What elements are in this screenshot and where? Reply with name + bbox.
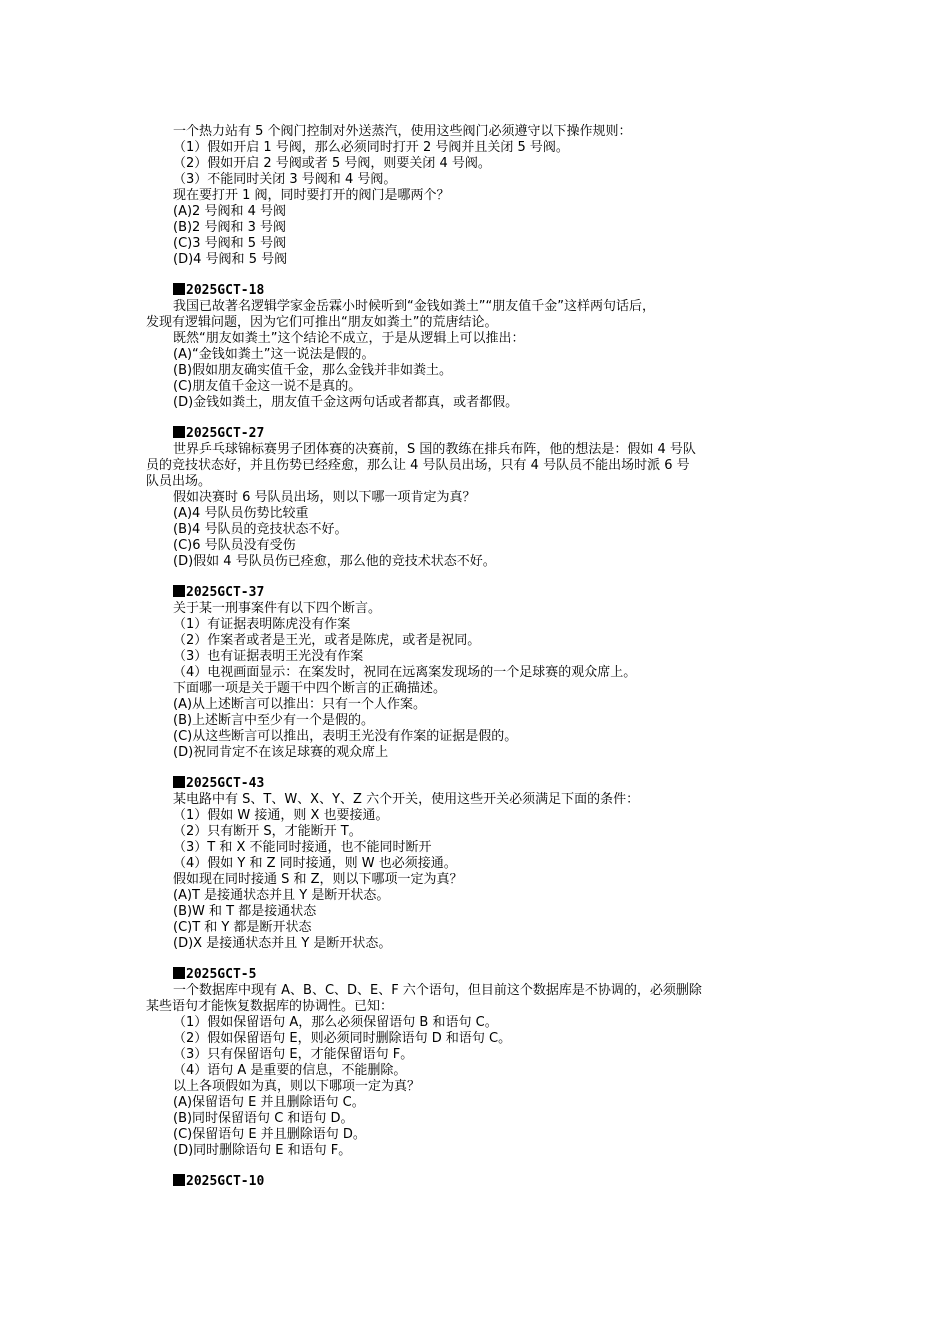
- condition-3: （3）T 和 X 不能同时接通，也不能同时断开: [173, 840, 432, 855]
- question-5: [146, 967, 818, 1159]
- option-c: (C)从这些断言可以推出，表明王光没有作案的证据是假的。: [173, 729, 518, 744]
- square-bullet-icon: [173, 776, 185, 788]
- question-number: 2025GCT-18: [186, 283, 265, 298]
- question-18: [146, 283, 818, 411]
- question-stem: 一个热力站有 5 个阀门控制对外送蒸汽，使用这些阀门必须遵守以下操作规则：: [173, 124, 632, 139]
- question-heading: [146, 426, 818, 442]
- option-d: (D)假如 4 号队员伤已痊愈，那么他的竞技术状态不好。: [173, 554, 496, 569]
- condition-2: （2）假如保留语句 E，则必须同时删除语句 D 和语句 C。: [173, 1031, 512, 1046]
- question-valves: [146, 124, 818, 268]
- square-bullet-icon: [173, 283, 185, 295]
- question-number: 2025GCT-10: [186, 1174, 265, 1189]
- question-stem-continued: 发现有逻辑问题，因为它们可推出“朋友如粪土”的荒唐结论。: [146, 315, 498, 330]
- question-heading: [146, 967, 818, 983]
- document-page: [146, 124, 818, 1205]
- option-a: (A)T 是接通状态并且 Y 是断开状态。: [173, 888, 390, 903]
- condition-3: （3）也有证据表明王光没有作案: [173, 649, 364, 664]
- question-number: 2025GCT-43: [186, 776, 265, 791]
- option-d: (D)X 是接通状态并且 Y 是断开状态。: [173, 936, 392, 951]
- option-a: (A)2 号阀和 4 号阀: [173, 204, 286, 219]
- question-heading: [146, 1174, 818, 1190]
- question-27: [146, 426, 818, 570]
- option-b: (B)W 和 T 都是接通状态: [173, 904, 317, 919]
- condition-2: （2）只有断开 S，才能断开 T。: [173, 824, 362, 839]
- question-10: [146, 1174, 818, 1190]
- question-prompt: 假如决赛时 6 号队员出场，则以下哪一项肯定为真？: [173, 490, 476, 505]
- question-stem: 一个数据库中现有 A、B、C、D、E、F 六个语句，但目前这个数据库是不协调的，必须删除: [173, 983, 702, 998]
- option-d: (D)祝同肯定不在该足球赛的观众席上: [173, 745, 389, 760]
- question-prompt: 既然“朋友如粪土”这个结论不成立，于是从逻辑上可以推出：: [173, 331, 525, 346]
- question-stem-continued: 队员出场。: [146, 474, 212, 489]
- question-heading: [146, 776, 818, 792]
- question-heading: [146, 283, 818, 299]
- option-b: (B)上述断言中至少有一个是假的。: [173, 713, 375, 728]
- condition-1: （1）有证据表明陈虎没有作案: [173, 617, 351, 632]
- option-b: (B)同时保留语句 C 和语句 D。: [173, 1111, 354, 1126]
- option-b: (B)2 号阀和 3 号阀: [173, 220, 287, 235]
- question-number: 2025GCT-37: [186, 585, 265, 600]
- question-43: [146, 776, 818, 952]
- question-stem: 世界乒乓球锦标赛男子团体赛的决赛前，S 国的教练在排兵布阵，他的想法是：假如 4 号队: [173, 442, 696, 457]
- question-number: 2025GCT-5: [186, 967, 257, 982]
- question-stem-continued: 员的竞技状态好，并且伤势已经痊愈，那么让 4 号队员出场，只有 4 号队员不能出场时派 6 号: [146, 458, 690, 473]
- condition-3: （3）不能同时关闭 3 号阀和 4 号阀。: [173, 172, 397, 187]
- condition-1: （1）假如 W 接通，则 X 也要接通。: [173, 808, 389, 823]
- condition-2: （2）假如开启 2 号阀或者 5 号阀，则要关闭 4 号阀。: [173, 156, 491, 171]
- condition-1: （1）假如开启 1 号阀，那么必须同时打开 2 号阀并且关闭 5 号阀。: [173, 140, 569, 155]
- option-c: (C)朋友值千金这一说不是真的。: [173, 379, 362, 394]
- question-stem-continued: 某些语句才能恢复数据库的协调性。已知：: [146, 999, 394, 1014]
- square-bullet-icon: [173, 1174, 185, 1186]
- option-a: (A)保留语句 E 并且删除语句 C。: [173, 1095, 365, 1110]
- option-b: (B)假如朋友确实值千金，那么金钱并非如粪土。: [173, 363, 453, 378]
- condition-2: （2）作案者或者是王光，或者是陈虎，或者是祝同。: [173, 633, 481, 648]
- question-prompt: 以上各项假如为真，则以下哪项一定为真？: [173, 1079, 421, 1094]
- question-stem: 关于某一刑事案件有以下四个断言。: [173, 601, 382, 616]
- question-prompt: 下面哪一项是关于题干中四个断言的正确描述。: [173, 681, 447, 696]
- option-d: (D)同时删除语句 E 和语句 F。: [173, 1143, 352, 1158]
- square-bullet-icon: [173, 585, 185, 597]
- condition-3: （3）只有保留语句 E，才能保留语句 F。: [173, 1047, 414, 1062]
- option-a: (A)从上述断言可以推出：只有一个人作案。: [173, 697, 427, 712]
- question-prompt: 现在要打开 1 阀，同时要打开的阀门是哪两个？: [173, 188, 450, 203]
- question-stem: 我国已故著名逻辑学家金岳霖小时候听到“金钱如粪土”“朋友值千金”这样两句话后，: [173, 299, 655, 314]
- option-c: (C)T 和 Y 都是断开状态: [173, 920, 312, 935]
- condition-4: （4）语句 A 是重要的信息，不能删除。: [173, 1063, 407, 1078]
- question-number: 2025GCT-27: [186, 426, 265, 441]
- square-bullet-icon: [173, 967, 185, 979]
- question-prompt: 假如现在同时接通 S 和 Z，则以下哪项一定为真？: [173, 872, 463, 887]
- option-c: (C)6 号队员没有受伤: [173, 538, 296, 553]
- option-a: (A)“金钱如粪土”这一说法是假的。: [173, 347, 375, 362]
- option-c: (C)3 号阀和 5 号阀: [173, 236, 287, 251]
- option-b: (B)4 号队员的竞技状态不好。: [173, 522, 348, 537]
- condition-4: （4）电视画面显示：在案发时，祝同在远离案发现场的一个足球赛的观众席上。: [173, 665, 637, 680]
- condition-1: （1）假如保留语句 A，那么必须保留语句 B 和语句 C。: [173, 1015, 498, 1030]
- option-c: (C)保留语句 E 并且删除语句 D。: [173, 1127, 366, 1142]
- option-d: (D)4 号阀和 5 号阀: [173, 252, 288, 267]
- square-bullet-icon: [173, 426, 185, 438]
- question-37: [146, 585, 818, 761]
- option-a: (A)4 号队员伤势比较重: [173, 506, 309, 521]
- option-d: (D)金钱如粪土，朋友值千金这两句话或者都真，或者都假。: [173, 395, 519, 410]
- condition-4: （4）假如 Y 和 Z 同时接通，则 W 也必须接通。: [173, 856, 457, 871]
- question-stem: 某电路中有 S、T、W、X、Y、Z 六个开关，使用这些开关必须满足下面的条件：: [173, 792, 640, 807]
- question-heading: [146, 585, 818, 601]
